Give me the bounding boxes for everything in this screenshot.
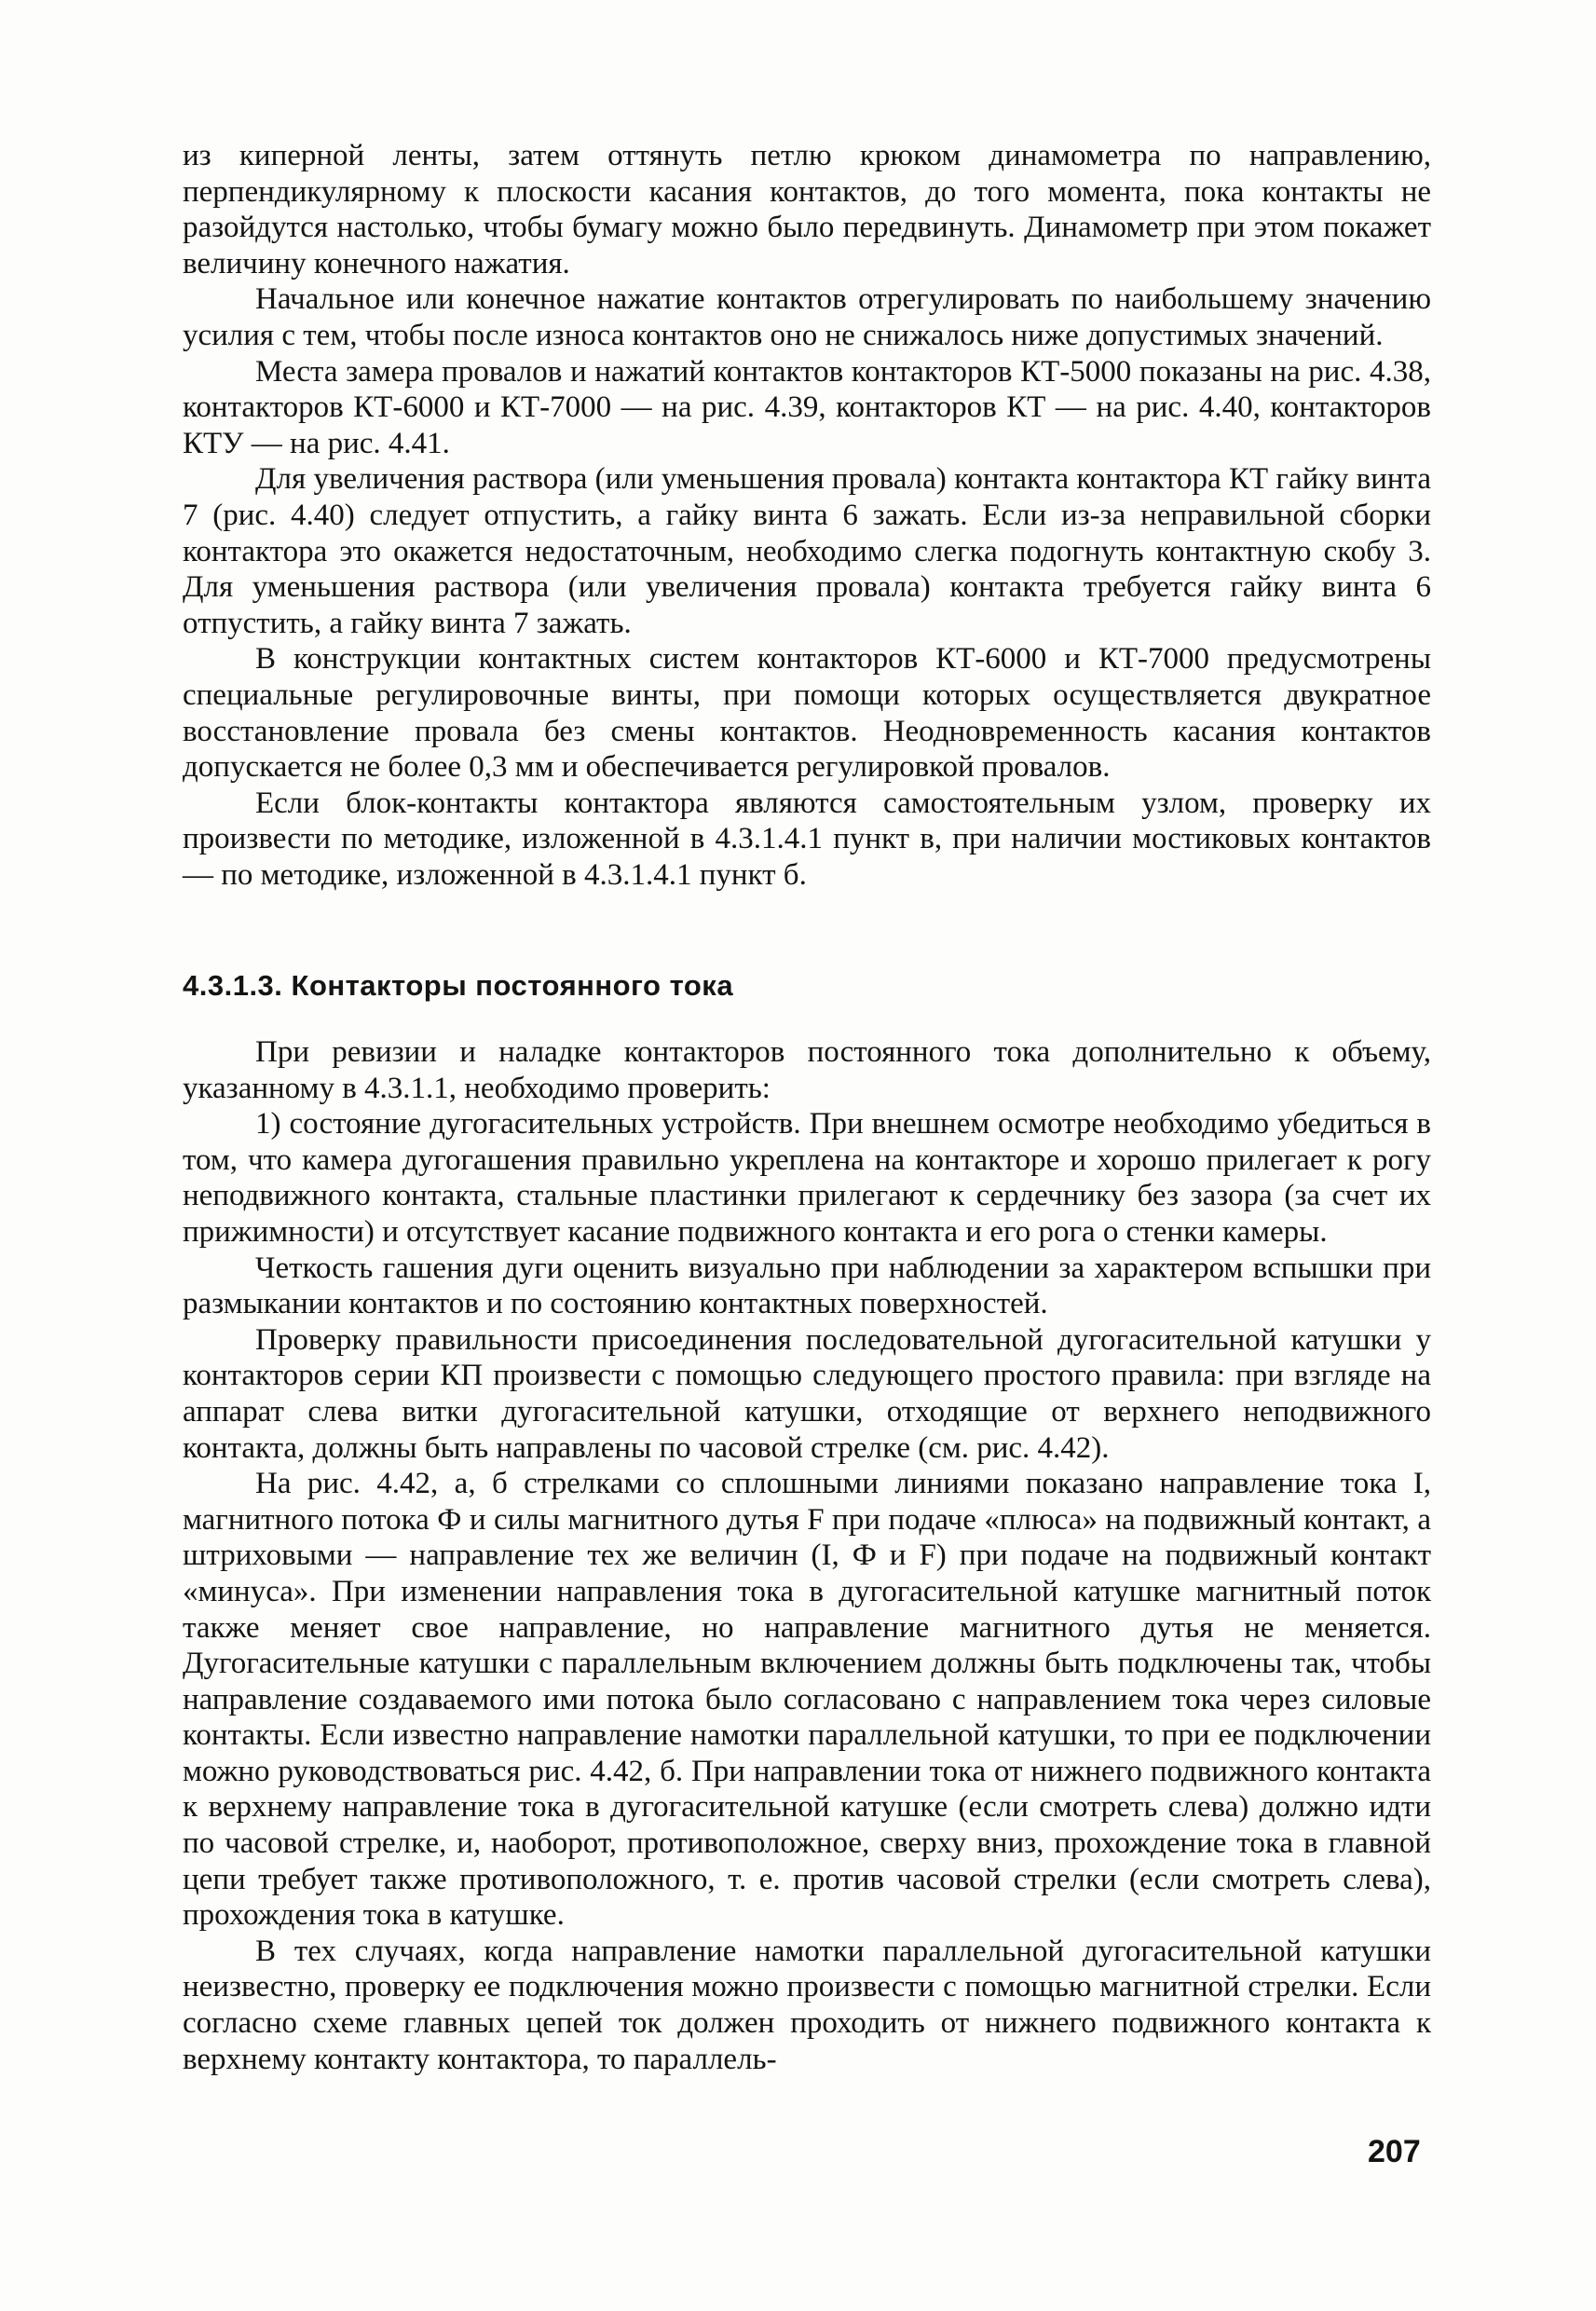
paragraph-dc-revision-intro: При ревизии и наладке контакторов постоянного тока дополнительно к объему, указанному в 4.3.1.1, необходимо проверить: bbox=[183, 1035, 1431, 1105]
paragraph-continuation: из киперной ленты, затем оттянуть петлю крюком динамометра по направлению, перпендикулярному к плоскости касания контактов, до того момента, пока контакты не разойдутся настолько, чтобы бумагу можно было передвинуть. Динамометр при этом покажет величину конечного нажатия. bbox=[183, 139, 1431, 280]
section-heading: 4.3.1.3. Контакторы постоянного тока bbox=[183, 969, 734, 1002]
paragraph-kt-gap-adjustment: Для увеличения раствора (или уменьшения провала) контакта контактора КТ гайку винта 7 (рис. 4.40) следует отпустить, а гайку винта 6 зажать. Если из-за неправильной сборки контактора это окажется недостаточным, необходимо слегка подогнуть контактную скобу 3. Для уменьшения раствора (или увеличения провала) контакта требуется гайку винта 6 отпустить, а гайку винта 7 зажать. bbox=[183, 462, 1431, 640]
paragraph-block-contacts: Если блок-контакты контактора являются самостоятельным узлом, проверку их произвести по методике, изложенной в 4.3.1.4.1 пункт в, при наличии мостиковых контактов — по методике, изложенной в 4.3.1.4.1 пункт б. bbox=[183, 786, 1431, 892]
paragraph-coil-connection-check: Проверку правильности присоединения последовательной дугогасительной катушки у контакторов серии КП произвести с помощью следующего простого правила: при взгляде на аппарат слева витки дугогасительной катушки, отходящие от верхнего неподвижного контакта, должны быть направлены по часовой стрелке (см. рис. 4.42). bbox=[183, 1322, 1431, 1465]
page-number: 207 bbox=[1368, 2134, 1421, 2169]
paragraph-magnetic-needle: В тех случаях, когда направление намотки параллельной дугогасительной катушки неизвестно, проверку ее подключения можно произвести с помощью магнитной стрелки. Если согласно схеме главных цепей ток должен проходить от нижнего подвижного контакта к верхнему контакту контактора, то параллель- bbox=[183, 1934, 1431, 2076]
paragraph-kt6000-design: В конструкции контактных систем контакторов КТ-6000 и КТ-7000 предусмотрены специальные регулировочные винты, при помощи которых осуществляется двукратное восстановление провала без смены контактов. Неодновременность касания контактов допускается не более 0,3 мм и обеспечивается регулировкой провалов. bbox=[183, 642, 1431, 785]
paragraph-measurement-locations: Места замера провалов и нажатий контактов контакторов КТ-5000 показаны на рис. 4.38, контакторов КТ-6000 и КТ-7000 — на рис. 4.39, контакторов КТ — на рис. 4.40, контакторов КТУ — на рис. 4.41. bbox=[183, 354, 1431, 460]
paragraph-pressure-adjustment: Начальное или конечное нажатие контактов отрегулировать по наибольшему значению усилия с тем, чтобы после износа контактов оно не снижалось ниже допустимых значений. bbox=[183, 282, 1431, 352]
paragraph-arc-devices: 1) состояние дугогасительных устройств. При внешнем осмотре необходимо убедиться в том, что камера дугогашения правильно укреплена на контакторе и хорошо прилегает к рогу неподвижного контакта, стальные пластинки прилегают к сердечнику без зазора (за счет их прижимности) и отсутствует касание подвижного контакта и его рога о стенки камеры. bbox=[183, 1107, 1431, 1249]
body-text-bottom bbox=[183, 1034, 1431, 2077]
paragraph-arc-quenching: Четкость гашения дуги оценить визуально при наблюдении за характером вспышки при размыкании контактов и по состоянию контактных поверхностей. bbox=[183, 1251, 1431, 1321]
body-text-top bbox=[183, 138, 1431, 893]
paragraph-figure-directions: На рис. 4.42, а, б стрелками со сплошными линиями показано направление тока I, магнитного потока Ф и силы магнитного дутья F при подаче «плюса» на подвижный контакт, а штриховыми — направление тех же величин (I, Ф и F) при подаче на подвижный контакт «минуса». При изменении направления тока в дугогасительной катушке магнитный поток также меняет свое направление, но направление магнитного дутья не меняется. Дугогасительные катушки с параллельным включением должны быть подключены так, чтобы направление создаваемого ими потока было согласовано с направлением тока через силовые контакты. Если известно направление намотки параллельной катушки, то при ее подключении можно руководствоваться рис. 4.42, б. При направлении тока от нижнего подвижного контакта к верхнему направление тока в дугогасительной катушке (если смотреть слева) должно идти по часовой стрелке, и, наоборот, противоположное, сверху вниз, прохождение тока в главной цепи требует также противоположного, т. е. против часовой стрелки (если смотреть слева), прохождения тока в катушке. bbox=[183, 1467, 1431, 1933]
